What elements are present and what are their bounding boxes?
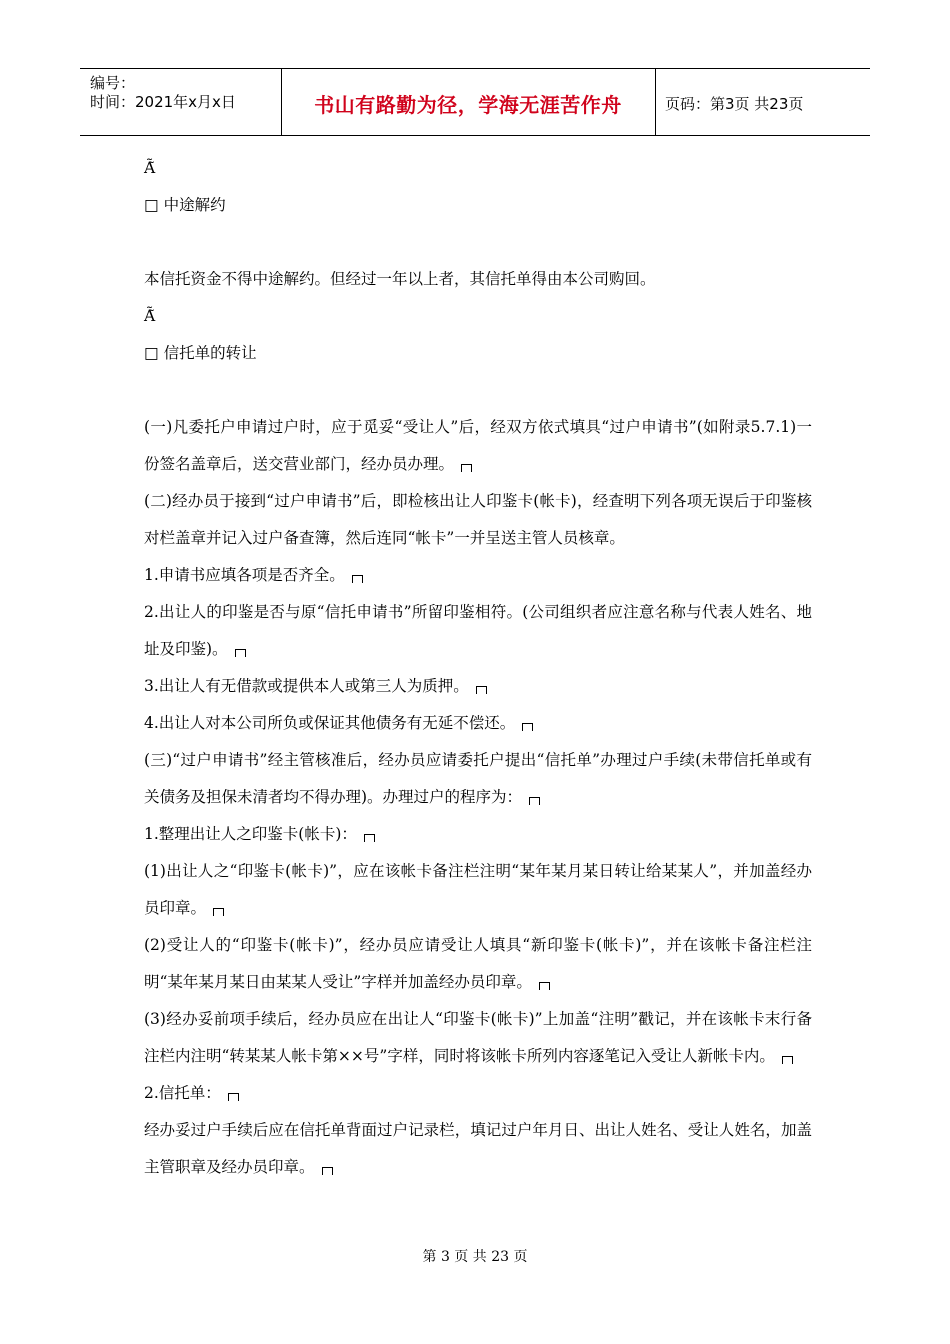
document-code-label: 编号： xyxy=(90,74,136,92)
header-page-number: 页码：第3页 共23页 xyxy=(665,94,804,113)
paragraph: 本信托资金不得中途解约。但经过一年以上者，其信托单得由本公司购回。 xyxy=(144,270,656,288)
page-header xyxy=(80,68,870,136)
header-divider xyxy=(655,69,656,135)
paragraph-mark-icon xyxy=(529,797,540,805)
list-item: 1.整理出让人之印鉴卡(帐卡)： xyxy=(144,816,812,853)
list-item: 2.出让人的印鉴是否与原“信托申请书”所留印鉴相符。(公司组织者应注意名称与代表人姓名、地址及印鉴)。 xyxy=(144,603,812,658)
paragraph-mark-icon xyxy=(539,982,550,990)
paragraph: (二)经办员于接到“过户申请书”后，即检核出让人印鉴卡(帐卡)，经查明下列各项无误后于印鉴核对栏盖章并记入过户备查簿，然后连同“帐卡”一并呈送主管人员核章。 xyxy=(144,492,812,547)
document-date: 时间：2021年x月x日 xyxy=(90,93,236,111)
section-heading-early-termination: □ 中途解约 xyxy=(144,196,226,214)
paragraph: 经办妥过户手续后应在信托单背面过户记录栏，填记过户年月日、出让人姓名、受让人姓名，加盖主管职章及经办员印章。 xyxy=(144,1121,812,1176)
section-heading-transfer: □ 信托单的转让 xyxy=(144,344,257,362)
list-item: 2.信托单： xyxy=(144,1075,812,1112)
list-item: (3)经办妥前项手续后，经办员应在出让人“印鉴卡(帐卡)”上加盖“注明”戳记，并在该帐卡末行备注栏内注明“转某某人帐卡第××号”字样，同时将该帐卡所列内容逐笔记入受让人新帐卡内。 xyxy=(144,1010,812,1065)
symbol-mark: Ã̃ xyxy=(144,159,156,177)
page-footer: 第 3 页 共 23 页 xyxy=(422,1249,528,1265)
list-item: (2)受让人的“印鉴卡(帐卡)”，经办员应请受让人填具“新印鉴卡(帐卡)”，并在该帐卡备注栏注明“某年某月某日由某某人受让”字样并加盖经办员印章。 xyxy=(144,936,812,991)
paragraph-mark-icon xyxy=(213,908,224,916)
paragraph-mark-icon xyxy=(235,649,246,657)
document-body xyxy=(144,150,812,1186)
list-item: 4.出让人对本公司所负或保证其他债务有无延不偿还。 xyxy=(144,705,812,742)
paragraph-mark-icon xyxy=(228,1093,239,1101)
symbol-mark: Ã̃ xyxy=(144,307,156,325)
paragraph: (一)凡委托户申请过户时，应于觅妥“受让人”后，经双方依式填具“过户申请书”(如附录5.7.1)一份签名盖章后，送交营业部门，经办员办理。 xyxy=(144,418,812,473)
list-item: (1)出让人之“印鉴卡(帐卡)”，应在该帐卡备注栏注明“某年某月某日转让给某某人”，并加盖经办员印章。 xyxy=(144,862,812,917)
paragraph: (三)“过户申请书”经主管核准后，经办员应请委托户提出“信托单”办理过户手续(未带信托单或有关债务及担保未清者均不得办理)。办理过户的程序为： xyxy=(144,751,812,806)
paragraph-mark-icon xyxy=(461,464,472,472)
paragraph-mark-icon xyxy=(352,575,363,583)
paragraph-mark-icon xyxy=(782,1056,793,1064)
list-item: 1.申请书应填各项是否齐全。 xyxy=(144,557,812,594)
paragraph-mark-icon xyxy=(476,686,487,694)
paragraph-mark-icon xyxy=(364,834,375,842)
header-motto: 书山有路勤为径，学海无涯苦作舟 xyxy=(314,92,622,117)
list-item: 3.出让人有无借款或提供本人或第三人为质押。 xyxy=(144,668,812,705)
paragraph-mark-icon xyxy=(322,1167,333,1175)
header-left xyxy=(90,74,236,112)
paragraph-mark-icon xyxy=(522,723,533,731)
